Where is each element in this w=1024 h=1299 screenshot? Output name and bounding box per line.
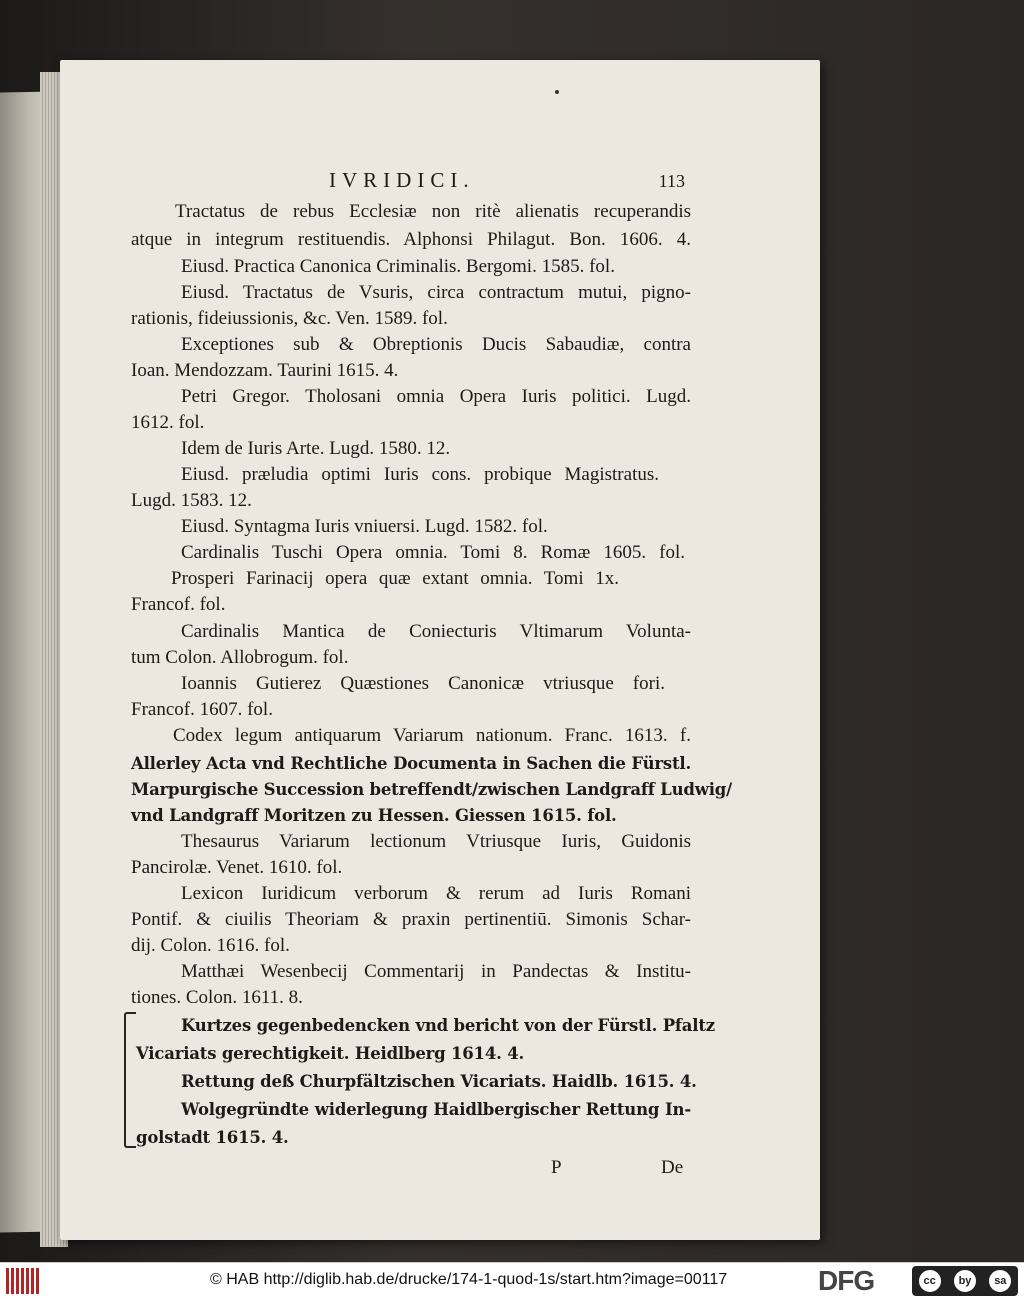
text-line: Eiusd. præludia optimi Iuris cons. probique Magistratus.: [181, 464, 659, 485]
text-line: Eiusd. Syntagma Iuris vniuersi. Lugd. 1582. fol.: [181, 516, 548, 537]
ink-dot: [555, 90, 559, 94]
text-line: Wolgegründte widerlegung Haidlbergischer Rettung In-: [181, 1100, 691, 1119]
sa-icon: sa: [989, 1270, 1011, 1292]
catchword: De: [661, 1157, 684, 1178]
text-line: Lugd. 1583. 12.: [131, 490, 252, 511]
text-line: Thesaurus Variarum lectionum Vtriusque Iuris, Guidonis: [181, 831, 691, 852]
cc-icon: cc: [919, 1270, 941, 1292]
brace-bracket: [124, 1012, 136, 1148]
text-line: atque in integrum restituendis. Alphonsi Philagut. Bon. 1606. 4.: [131, 229, 691, 250]
text-line: Ioan. Mendozzam. Taurini 1615. 4.: [131, 360, 399, 381]
text-line: Idem de Iuris Arte. Lugd. 1580. 12.: [181, 438, 451, 459]
text-line: tiones. Colon. 1611. 8.: [131, 987, 303, 1008]
text-line: Lexicon Iuridicum verborum & rerum ad Iuris Romani: [181, 883, 691, 904]
text-line: Pontif. & ciuilis Theoriam & praxin pertinentiū. Simonis Schar-: [131, 909, 691, 930]
running-head: IVRIDICI.: [329, 168, 475, 192]
by-icon: by: [954, 1270, 976, 1292]
text-line: Marpurgische Succession betreffendt/zwischen Landgraff Ludwig/: [131, 780, 732, 799]
page-number: 113: [658, 171, 685, 191]
text-line: Eiusd. Tractatus de Vsuris, circa contractum mutui, pigno-: [181, 282, 691, 303]
text-line: tum Colon. Allobrogum. fol.: [131, 647, 349, 668]
text-line: Prosperi Farinacij opera quæ extant omnia. Tomi 1x.: [171, 568, 619, 589]
signature-mark: P: [551, 1157, 562, 1178]
text-line: Pancirolæ. Venet. 1610. fol.: [131, 857, 343, 878]
text-line: Francof. fol.: [131, 594, 226, 615]
footer-credit-link[interactable]: © HAB http://diglib.hab.de/drucke/174-1-quod-1s/start.htm?image=00117: [210, 1271, 728, 1288]
text-line: Tractatus de rebus Ecclesiæ non ritè alienatis recuperandis: [175, 201, 691, 222]
text-line: vnd Landgraff Moritzen zu Hessen. Giessen 1615. fol.: [131, 806, 617, 825]
text-line: Cardinalis Mantica de Coniecturis Vltimarum Volunta-: [181, 621, 691, 642]
text-line: Codex legum antiquarum Variarum nationum. Franc. 1613. f.: [173, 725, 691, 746]
text-line: 1612. fol.: [131, 412, 205, 433]
page-header: [329, 168, 685, 193]
text-line: Kurtzes gegenbedencken vnd bericht von der Fürstl. Pfaltz: [181, 1016, 715, 1035]
text-line: Vicariats gerechtigkeit. Heidlberg 1614. 4.: [136, 1044, 525, 1063]
text-line: golstadt 1615. 4.: [136, 1128, 289, 1147]
text-line: Petri Gregor. Tholosani omnia Opera Iuris politici. Lugd.: [181, 386, 691, 407]
dfg-logo: DFG: [818, 1265, 875, 1296]
text-line: Eiusd. Practica Canonica Criminalis. Bergomi. 1585. fol.: [181, 256, 615, 277]
text-line: dij. Colon. 1616. fol.: [131, 935, 290, 956]
text-line: Ioannis Gutierez Quæstiones Canonicæ vtriusque fori.: [181, 673, 665, 694]
text-line: rationis, fideiussionis, &c. Ven. 1589. fol.: [131, 308, 448, 329]
viewer-footer: [0, 1262, 1024, 1299]
text-line: Matthæi Wesenbecij Commentarij in Pandectas & Institu-: [181, 961, 691, 982]
hab-logo-icon: [6, 1268, 40, 1294]
text-line: Rettung deß Churpfältzischen Vicariats. Haidlb. 1615. 4.: [181, 1072, 697, 1091]
text-line: Exceptiones sub & Obreptionis Ducis Sabaudiæ, contra: [181, 334, 691, 355]
text-line: Allerley Acta vnd Rechtliche Documenta in Sachen die Fürstl.: [131, 754, 691, 773]
text-line: Francof. 1607. fol.: [131, 699, 273, 720]
cc-license-badge[interactable]: [912, 1266, 1018, 1296]
text-line: Cardinalis Tuschi Opera omnia. Tomi 8. Romæ 1605. fol.: [181, 542, 685, 563]
